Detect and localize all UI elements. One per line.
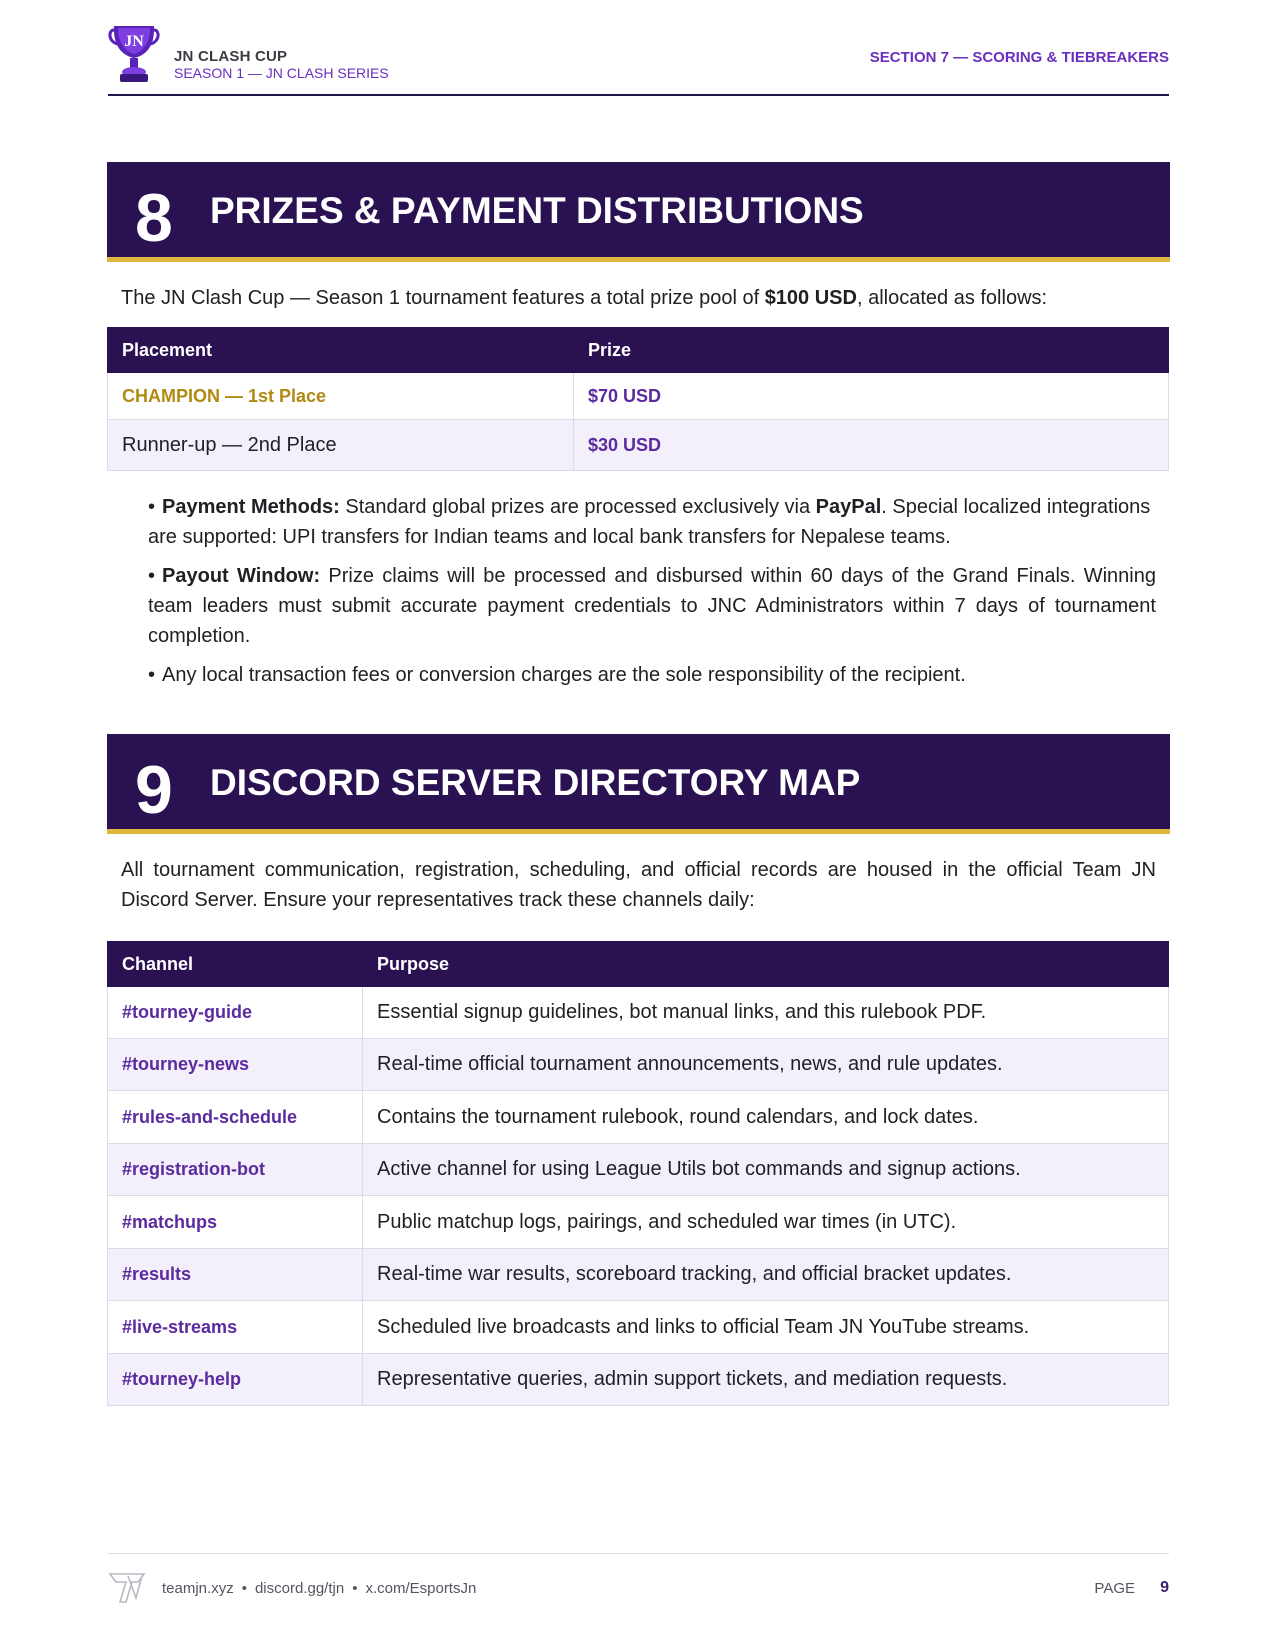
table-row — [108, 1301, 1169, 1354]
channel-cell: #live-streams — [108, 1301, 363, 1354]
jn-logo-icon — [108, 1570, 146, 1606]
column-header: Prize — [574, 328, 1169, 373]
bullet-label: Payment Methods: — [162, 496, 340, 518]
section-title: PRIZES & PAYMENT DISTRIBUTIONS — [210, 190, 864, 231]
channel-cell: #rules-and-schedule — [108, 1091, 363, 1144]
page-label: PAGE — [1094, 1580, 1135, 1597]
purpose-cell: Representative queries, admin support tickets, and mediation requests. — [363, 1354, 1169, 1406]
list-item — [148, 492, 1156, 552]
brand-title: JN CLASH CUP — [174, 48, 288, 65]
channel-cell: #results — [108, 1249, 363, 1301]
purpose-cell: Active channel for using League Utils bot commands and signup actions. — [363, 1144, 1169, 1196]
discord-link[interactable]: discord.gg/tjn — [254, 1580, 345, 1597]
table-header-row — [108, 328, 1169, 373]
section-title: DISCORD SERVER DIRECTORY MAP — [210, 762, 861, 803]
placement-cell: Runner-up — 2nd Place — [108, 420, 574, 471]
payment-bullets — [148, 492, 1156, 699]
section-number: 8 — [135, 180, 173, 256]
prize-table — [107, 327, 1169, 471]
column-header: Channel — [108, 942, 363, 987]
bullet-text: Any local transaction fees or conversion charges are the sole responsibility of the recipient. — [162, 664, 966, 686]
page-header — [108, 22, 1169, 96]
prize-cell: $70 USD — [574, 373, 1169, 420]
section-8-banner — [107, 162, 1170, 262]
page-number: 9 — [1160, 1579, 1169, 1596]
column-header: Placement — [108, 328, 574, 373]
separator-dot: • — [352, 1580, 358, 1597]
purpose-cell: Essential signup guidelines, bot manual links, and this rulebook PDF. — [363, 987, 1169, 1039]
purpose-cell: Public matchup logs, pairings, and scheduled war times (in UTC). — [363, 1196, 1169, 1249]
x-link[interactable]: x.com/EsportsJn — [365, 1580, 477, 1597]
column-header: Purpose — [363, 942, 1169, 987]
intro-text-end: , allocated as follows: — [856, 287, 1048, 309]
bullet-text: Standard global prizes are processed exclusively via — [339, 496, 816, 518]
trophy-logo-icon — [108, 22, 160, 86]
list-item — [148, 660, 1156, 690]
table-row — [108, 1091, 1169, 1144]
section-9-banner — [107, 734, 1170, 834]
table-row — [108, 420, 1169, 471]
table-row — [108, 987, 1169, 1039]
footer-links — [162, 1580, 476, 1597]
table-row — [108, 1144, 1169, 1196]
purpose-cell: Scheduled live broadcasts and links to official Team JN YouTube streams. — [363, 1301, 1169, 1354]
table-header-row — [108, 942, 1169, 987]
list-item — [148, 561, 1156, 651]
paypal-emphasis: PayPal — [815, 496, 882, 518]
section-number: 9 — [135, 752, 173, 828]
section-tag: SECTION 7 — SCORING & TIEBREAKERS — [869, 49, 1169, 66]
prize-cell: $30 USD — [574, 420, 1169, 471]
discord-intro: All tournament communication, registration, scheduling, and official records are housed in the official Team JN Discord Server. Ensure your representatives track these channels daily: — [121, 859, 1156, 911]
table-row — [108, 1196, 1169, 1249]
purpose-cell: Real-time official tournament announcements, news, and rule updates. — [363, 1039, 1169, 1091]
brand-subtitle: SEASON 1 — JN CLASH SERIES — [174, 65, 389, 81]
prize-pool-amount: $100 USD — [764, 287, 857, 309]
svg-text:JN: JN — [124, 33, 144, 50]
bullet-dot: • — [148, 664, 156, 686]
channel-table — [107, 941, 1169, 1406]
table-row — [108, 373, 1169, 420]
bullet-text: . Special localized integrations are supported: UPI transfers for Indian teams and local bank transfers for Nepalese teams. — [148, 496, 1151, 548]
purpose-cell: Contains the tournament rulebook, round calendars, and lock dates. — [363, 1091, 1169, 1144]
separator-dot: • — [241, 1580, 247, 1597]
channel-cell: #registration-bot — [108, 1144, 363, 1196]
table-row — [108, 1354, 1169, 1406]
bullet-label: Payout Window: — [162, 565, 321, 587]
page-footer — [108, 1553, 1169, 1624]
table-row — [108, 1039, 1169, 1091]
table-row — [108, 1249, 1169, 1301]
channel-cell: #tourney-help — [108, 1354, 363, 1406]
channel-cell: #tourney-news — [108, 1039, 363, 1091]
purpose-cell: Real-time war results, scoreboard tracking, and official bracket updates. — [363, 1249, 1169, 1301]
intro-text: The JN Clash Cup — Season 1 tournament features a total prize pool of — [121, 287, 765, 309]
prize-intro — [121, 283, 1156, 313]
placement-cell: CHAMPION — 1st Place — [108, 373, 574, 420]
channel-cell: #matchups — [108, 1196, 363, 1249]
bullet-dot: • — [148, 496, 156, 518]
channel-cell: #tourney-guide — [108, 987, 363, 1039]
bullet-text: Prize claims will be processed and disbursed within 60 days of the Grand Finals. Winning team leaders must submit accurate payment credentials to JNC Administrators within 7 days of tournament completion. — [148, 565, 1156, 647]
website-link[interactable]: teamjn.xyz — [162, 1580, 234, 1597]
bullet-dot: • — [148, 565, 156, 587]
